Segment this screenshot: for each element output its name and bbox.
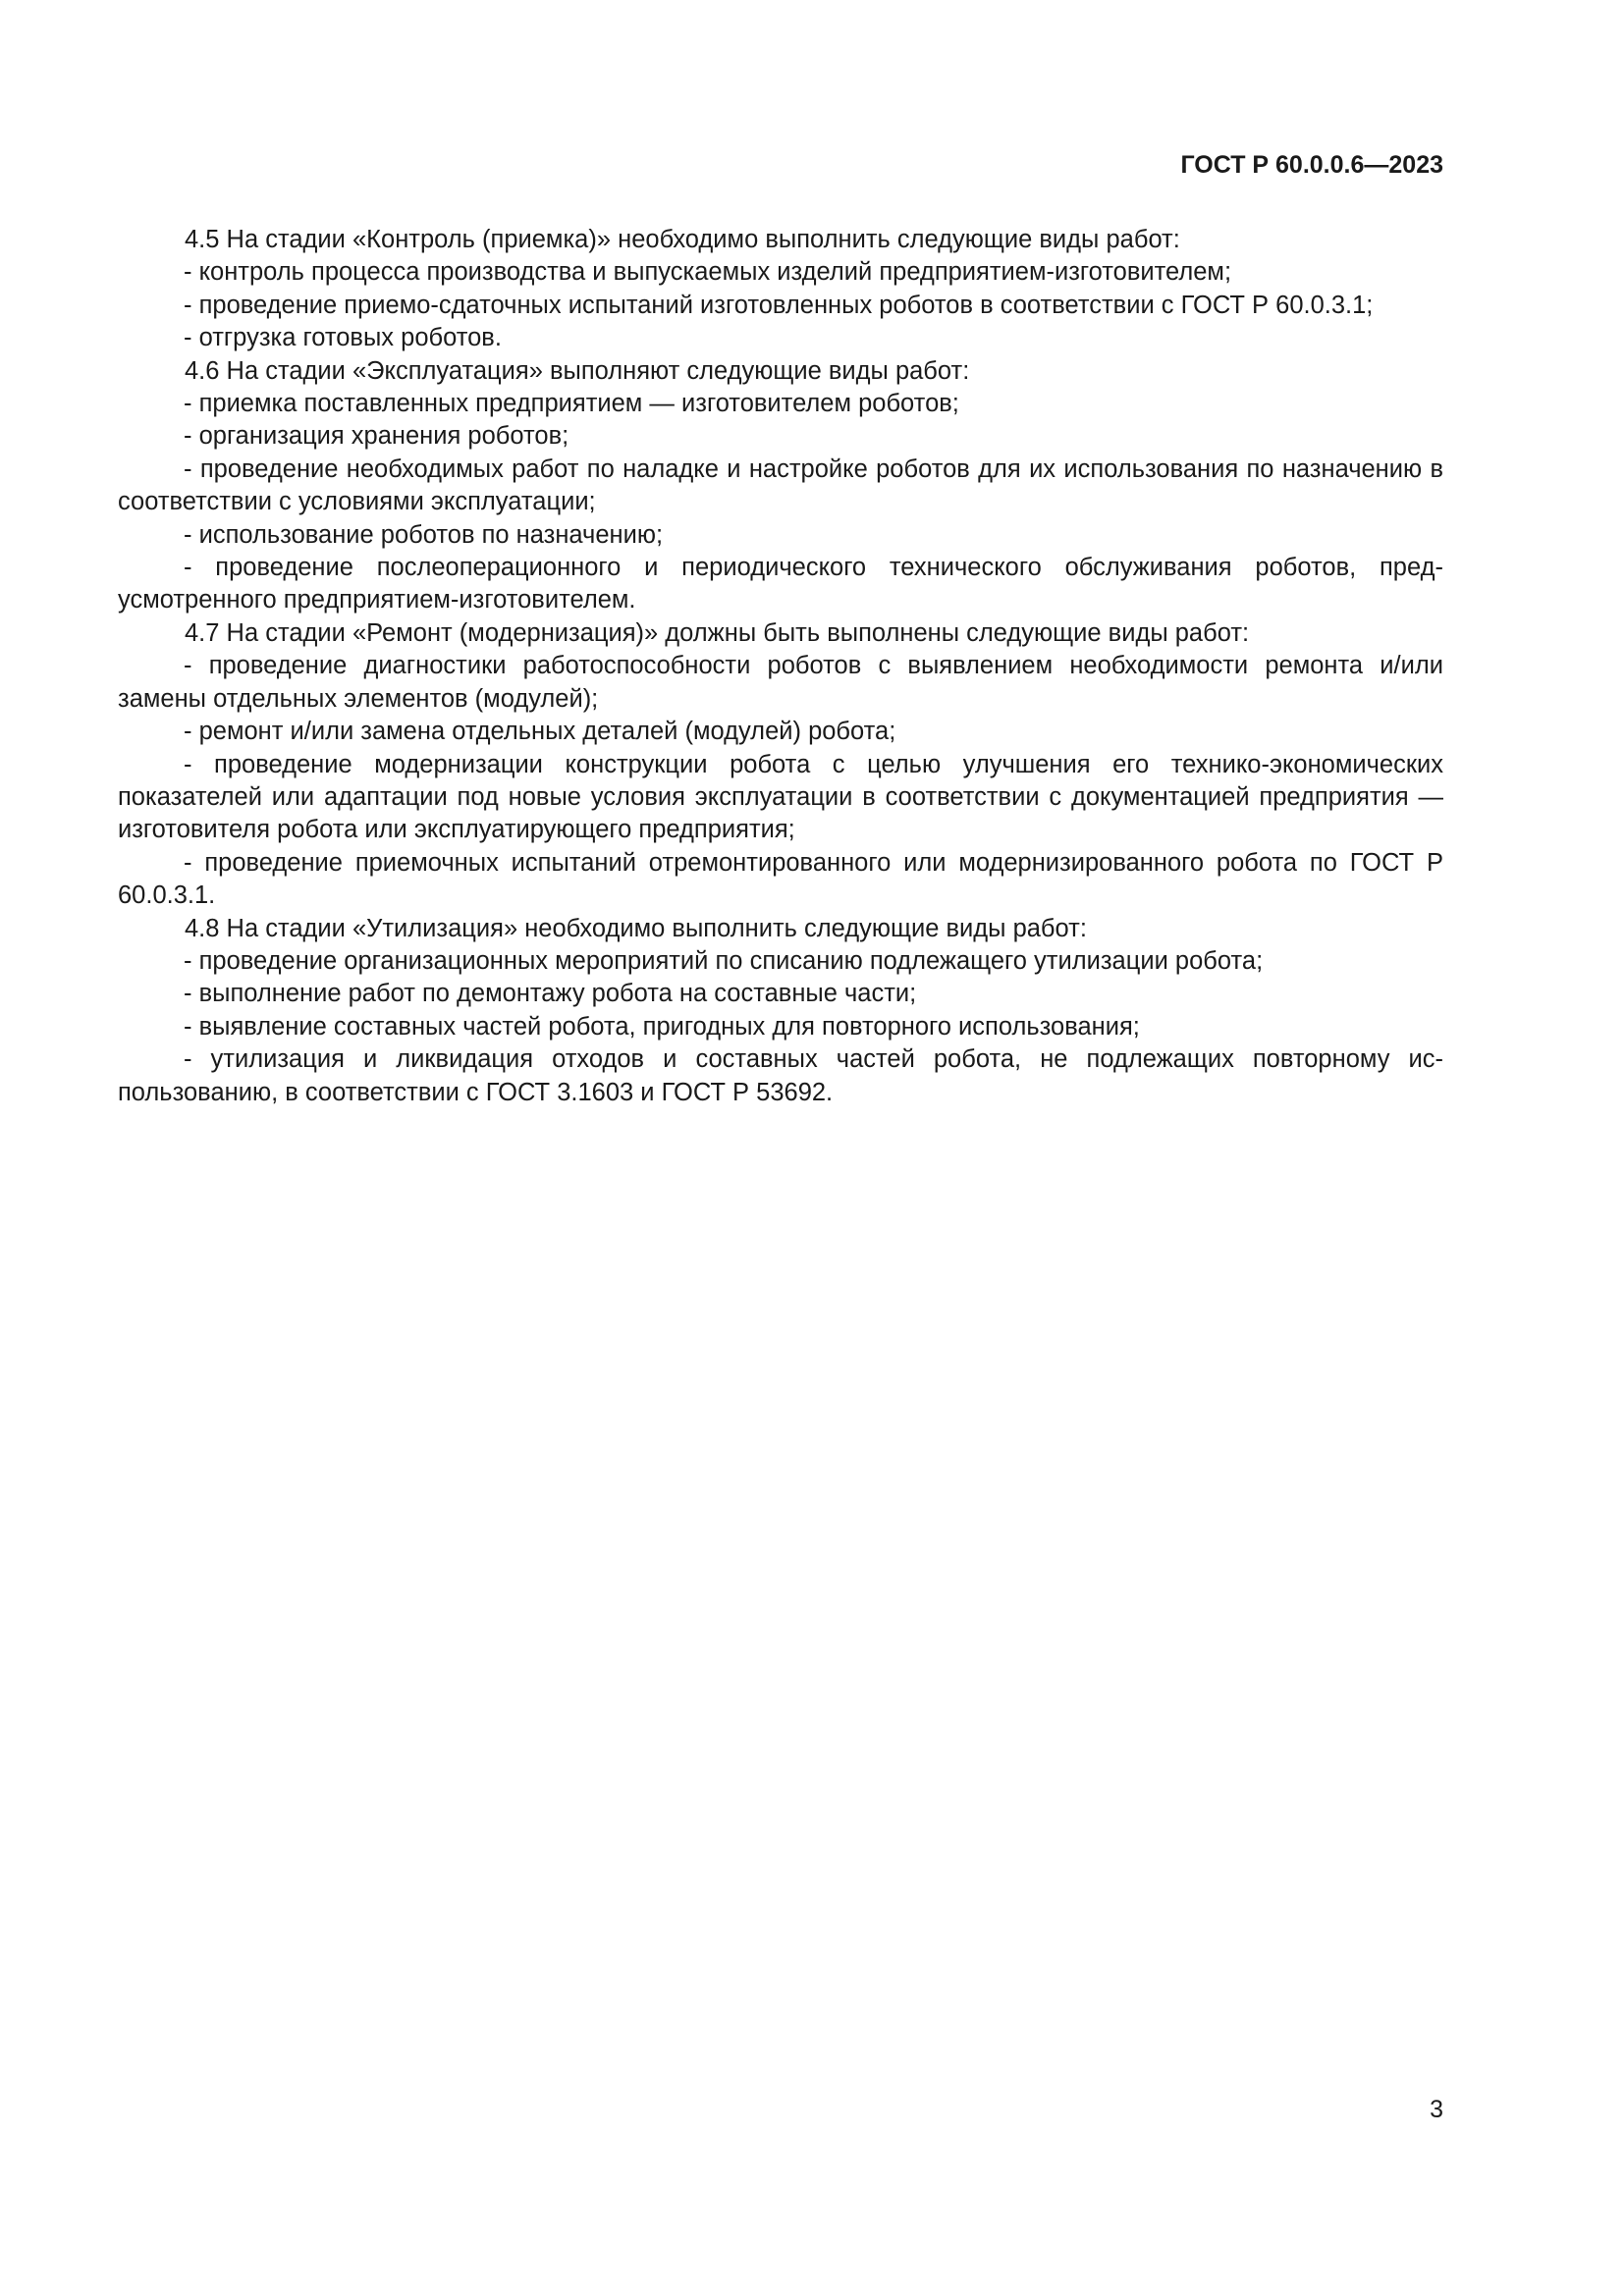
list-item: - проведение послеоперационного и периодического технического обслуживания роботов, предусмотренного предприятием-изготовителем. [118,554,1443,614]
list-item: - приемка поставленных предприятием — изготовителем роботов; [184,390,959,418]
page-number: 3 [1430,2096,1443,2123]
clause-4-5: 4.5 На стадии «Контроль (приемка)» необходимо выполнить следующие виды работ: [185,226,1180,253]
document-body [118,224,1443,1109]
list-item: - проведение организационных мероприятий по списанию подлежащего утилизации робота; [184,946,1264,975]
clause-4-6: 4.6 На стадии «Эксплуатация» выполняют следующие виды работ: [185,356,970,385]
list-item: - проведение необходимых работ по наладке и настройке роботов для их использования по назначению в соответствии с условиями эксплуатации; [118,454,1443,516]
list-item: - выявление составных частей робота, пригодных для повторного использования; [184,1012,1140,1041]
list-item: - утилизация и ликвидация отходов и составных частей робота, не подлежащих повторному использованию, в соответствии с ГОСТ 3.1603 и ГОСТ Р 53692. [118,1045,1443,1106]
list-item: - проведение приемочных испытаний отремонтированного или модернизированного робота по ГОСТ Р 60.0.3.1. [118,848,1443,910]
list-item: - выполнение работ по демонтажу робота на составные части; [184,980,917,1008]
list-item: - ремонт и/или замена отдельных деталей (модулей) робота; [184,718,896,746]
list-item: - проведение модернизации конструкции робота с целью улучшения его технико-экономических показателей или адаптации под новые условия эксплуатации в соответствии с документацией предприятия — изготовителя робота или эксплуатирующего предприятия; [118,750,1443,844]
list-item: - отгрузка готовых роботов. [184,324,502,352]
document-code-header: ГОСТ Р 60.0.0.6—2023 [1180,151,1443,179]
list-item: - проведение диагностики работоспособности роботов с выявлением необходимости ремонта и/или замены отдельных элементов (модулей); [118,652,1443,713]
list-item: - контроль процесса производства и выпускаемых изделий предприятием-изготовителем; [184,258,1232,287]
clause-4-8: 4.8 На стадии «Утилизация» необходимо выполнить следующие виды работ: [185,914,1087,942]
list-item: - проведение приемо-сдаточных испытаний изготовленных роботов в соответствии с ГОСТ Р 60.0.3.1; [184,291,1374,319]
list-item: - использование роботов по назначению; [184,520,664,549]
clause-4-7: 4.7 На стадии «Ремонт (модернизация)» должны быть выполнены следующие виды работ: [185,618,1250,647]
list-item: - организация хранения роботов; [184,422,569,451]
